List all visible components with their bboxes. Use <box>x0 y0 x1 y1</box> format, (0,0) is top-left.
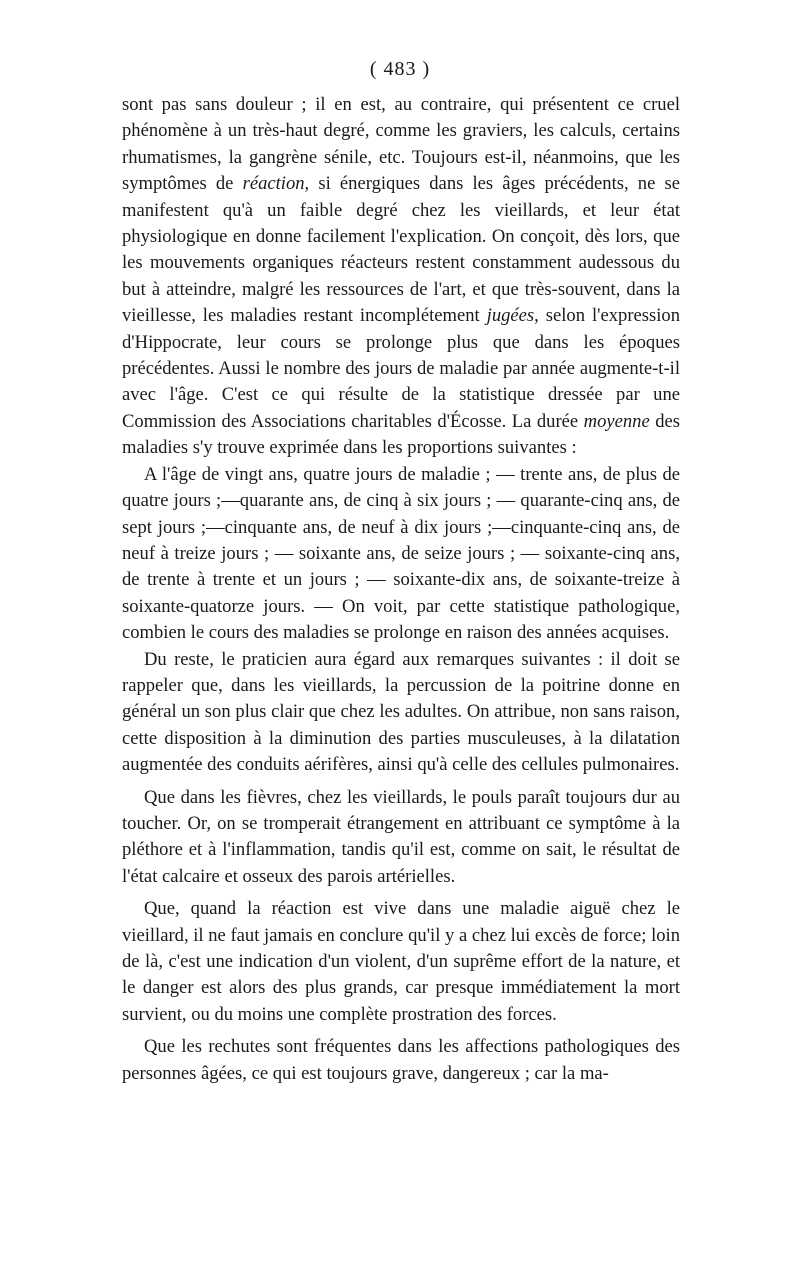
italic-term: moyenne <box>583 410 650 432</box>
body-text <box>122 92 680 1087</box>
paragraph <box>122 785 680 891</box>
text-segment: Que, quand la réaction est vive dans une maladie aiguë chez le vieillard, il ne faut jamais en conclure qu'il y a chez lui excès de force; loin de là, c'est une indication d'un violent, d'un suprême effort de la nature, et le danger est alors des plus grands, car presque immédiatement la mort survient, ou du moins une complète prostration des forces. <box>122 898 680 1025</box>
italic-term: réaction <box>242 173 305 195</box>
text-segment: Du reste, le praticien aura égard aux remarques suivantes : il doit se rappeler que, dans les vieillards, la percussion de la poitrine donne en général un son plus clair que chez les adultes. On attribue, non sans raison, cette disposition à la diminution des parties musculeuses, à la dilatation augmentée des conduits aérifères, ainsi qu'à celle des cellules pulmonaires. <box>122 648 680 776</box>
paragraph <box>122 92 680 462</box>
paragraph <box>122 462 680 647</box>
paragraph <box>122 647 680 779</box>
page-number: ( 483 ) <box>369 58 431 80</box>
text-segment: A l'âge de vingt ans, quatre jours de maladie ; — trente ans, de plus de quatre jours ;—quarante ans, de cinq à six jours ; — quarante-cinq ans, de sept jours ;—cinquante ans, de neuf à dix jours ;—cinquante-cinq ans, de neuf à treize jours ; — soixante ans, de seize jours ; — soixante-cinq ans, de trente à trente et un jours ; — soixante-dix ans, de soixante-treize à soixante-quatorze jours. — On voit, par cette statistique pathologique, combien le cours des maladies se prolonge en raison des années acquises. <box>122 463 680 644</box>
text-segment: Que dans les fièvres, chez les vieillards, le pouls paraît toujours dur au toucher. Or, on se tromperait étrangement en attribuant ce symptôme à la pléthore et à l'inflammation, tandis qu'il est, comme on sait, le résultat de l'état calcaire et osseux des parois artérielles. <box>122 786 680 887</box>
text-segment: Que les rechutes sont fréquentes dans les affections pathologiques des personnes âgées, ce qui est toujours grave, dangereux ; car la ma- <box>122 1036 680 1084</box>
text-segment: sont pas sans douleur ; il en est, au contraire, qui présentent ce cruel phénomène à un très-haut degré, comme les graviers, les calculs, certains rhumatismes, la gangrène sénile, etc. Toujours est-il, néanmoins, que les symptômes de <box>122 94 680 195</box>
text-segment: des maladies s'y trouve exprimée dans les proportions suivantes : <box>122 410 680 459</box>
italic-term: jugées <box>486 305 535 327</box>
text-segment: , selon l'expression d'Hippocrate, leur cours se prolonge plus que dans les époques précédentes. Aussi le nombre des jours de maladie par année augmente-t-il avec l'âge. C'est ce qui résulte de la statistique dressée par une Commission des Associations charitables d'Écosse. La durée <box>122 305 680 432</box>
text-segment: , si énergiques dans les âges précédents, ne se manifestent qu'à un faible degré chez les vieillards, et leur état physiologique en donne facilement l'explication. On conçoit, dès lors, que les mouvements organiques réacteurs restent constamment audessous du but à atteindre, malgré les ressources de l'art, et que très-souvent, dans la vieillesse, les maladies restant incomplétement <box>122 173 680 327</box>
paragraph <box>122 1034 680 1087</box>
paragraph <box>122 896 680 1028</box>
